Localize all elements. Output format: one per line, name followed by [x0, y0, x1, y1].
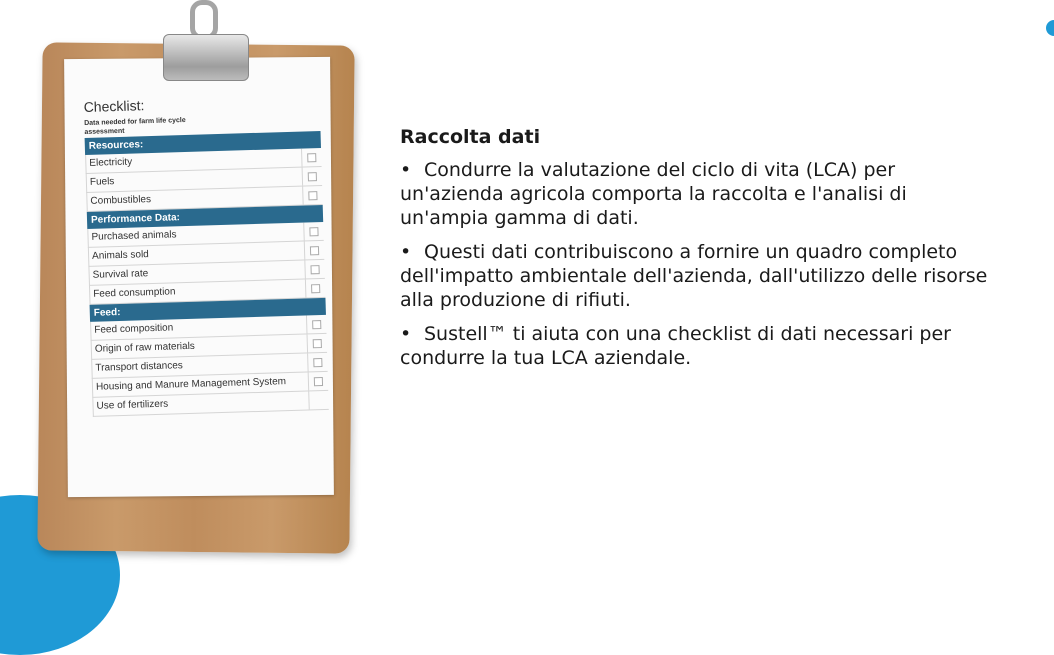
checklist-item: Origin of raw materials	[94, 340, 196, 355]
checklist-item: Feed consumption	[93, 286, 176, 300]
checkbox[interactable]	[307, 334, 328, 353]
checklist-item: Feed composition	[94, 322, 174, 336]
section-header-performance: Performance Data:	[87, 205, 323, 229]
bullet-text: Condurre la valutazione del ciclo di vita (LCA) per un'azienda agricola comporta la raccolta e l'analisi di un'ampia gamma di dati.	[400, 159, 907, 229]
checkbox	[308, 391, 329, 410]
checklist-paper	[64, 57, 334, 497]
bullet-text: Sustell™ ti aiuta con una checklist di dati necessari per condurre la tua LCA aziendale.	[400, 323, 951, 369]
checkbox[interactable]	[302, 186, 323, 205]
decorative-dot	[1046, 20, 1054, 36]
checklist	[83, 92, 328, 417]
bullet-item	[400, 240, 1000, 312]
slide-content	[400, 126, 1000, 380]
checklist-item: Use of fertilizers	[96, 398, 169, 412]
bullet-dot: •	[400, 159, 412, 181]
checklist-item: Animals sold	[91, 249, 149, 262]
checklist-item: Purchased animals	[91, 229, 177, 243]
checkbox[interactable]	[301, 148, 322, 167]
checkbox[interactable]	[305, 279, 326, 298]
section-header-resources: Resources:	[85, 131, 321, 155]
checkbox[interactable]	[303, 222, 324, 241]
checklist-item: Combustibles	[90, 194, 152, 207]
bullet-text: Questi dati contribuiscono a fornire un quadro completo dell'impatto ambientale dell'azienda, dall'utilizzo delle risorse alla produzione di rifiuti.	[400, 241, 988, 311]
bullet-item	[400, 322, 1000, 370]
checkbox[interactable]	[307, 353, 328, 372]
checklist-item: Transport distances	[95, 360, 184, 374]
checklist-subtitle: Data needed for farm life cycle assessment	[84, 116, 186, 136]
bullet-dot: •	[400, 323, 412, 345]
checklist-item: Electricity	[89, 156, 133, 169]
checklist-title: Checklist:	[83, 97, 145, 115]
checklist-item: Fuels	[89, 176, 115, 188]
checklist-item: Survival rate	[92, 268, 149, 281]
clipboard-illustration	[0, 0, 400, 567]
slide-heading: Raccolta dati	[400, 126, 541, 148]
section-header-feed: Feed:	[90, 298, 326, 322]
checkbox[interactable]	[304, 260, 325, 279]
checkbox[interactable]	[308, 372, 329, 391]
checklist-item: Housing and Manure Management System	[95, 376, 287, 393]
checkbox[interactable]	[306, 315, 327, 334]
clipboard-clip-icon	[163, 34, 249, 81]
bullet-item	[400, 158, 1000, 230]
bullet-dot: •	[400, 241, 412, 263]
checkbox[interactable]	[304, 241, 325, 260]
checkbox[interactable]	[302, 167, 323, 186]
